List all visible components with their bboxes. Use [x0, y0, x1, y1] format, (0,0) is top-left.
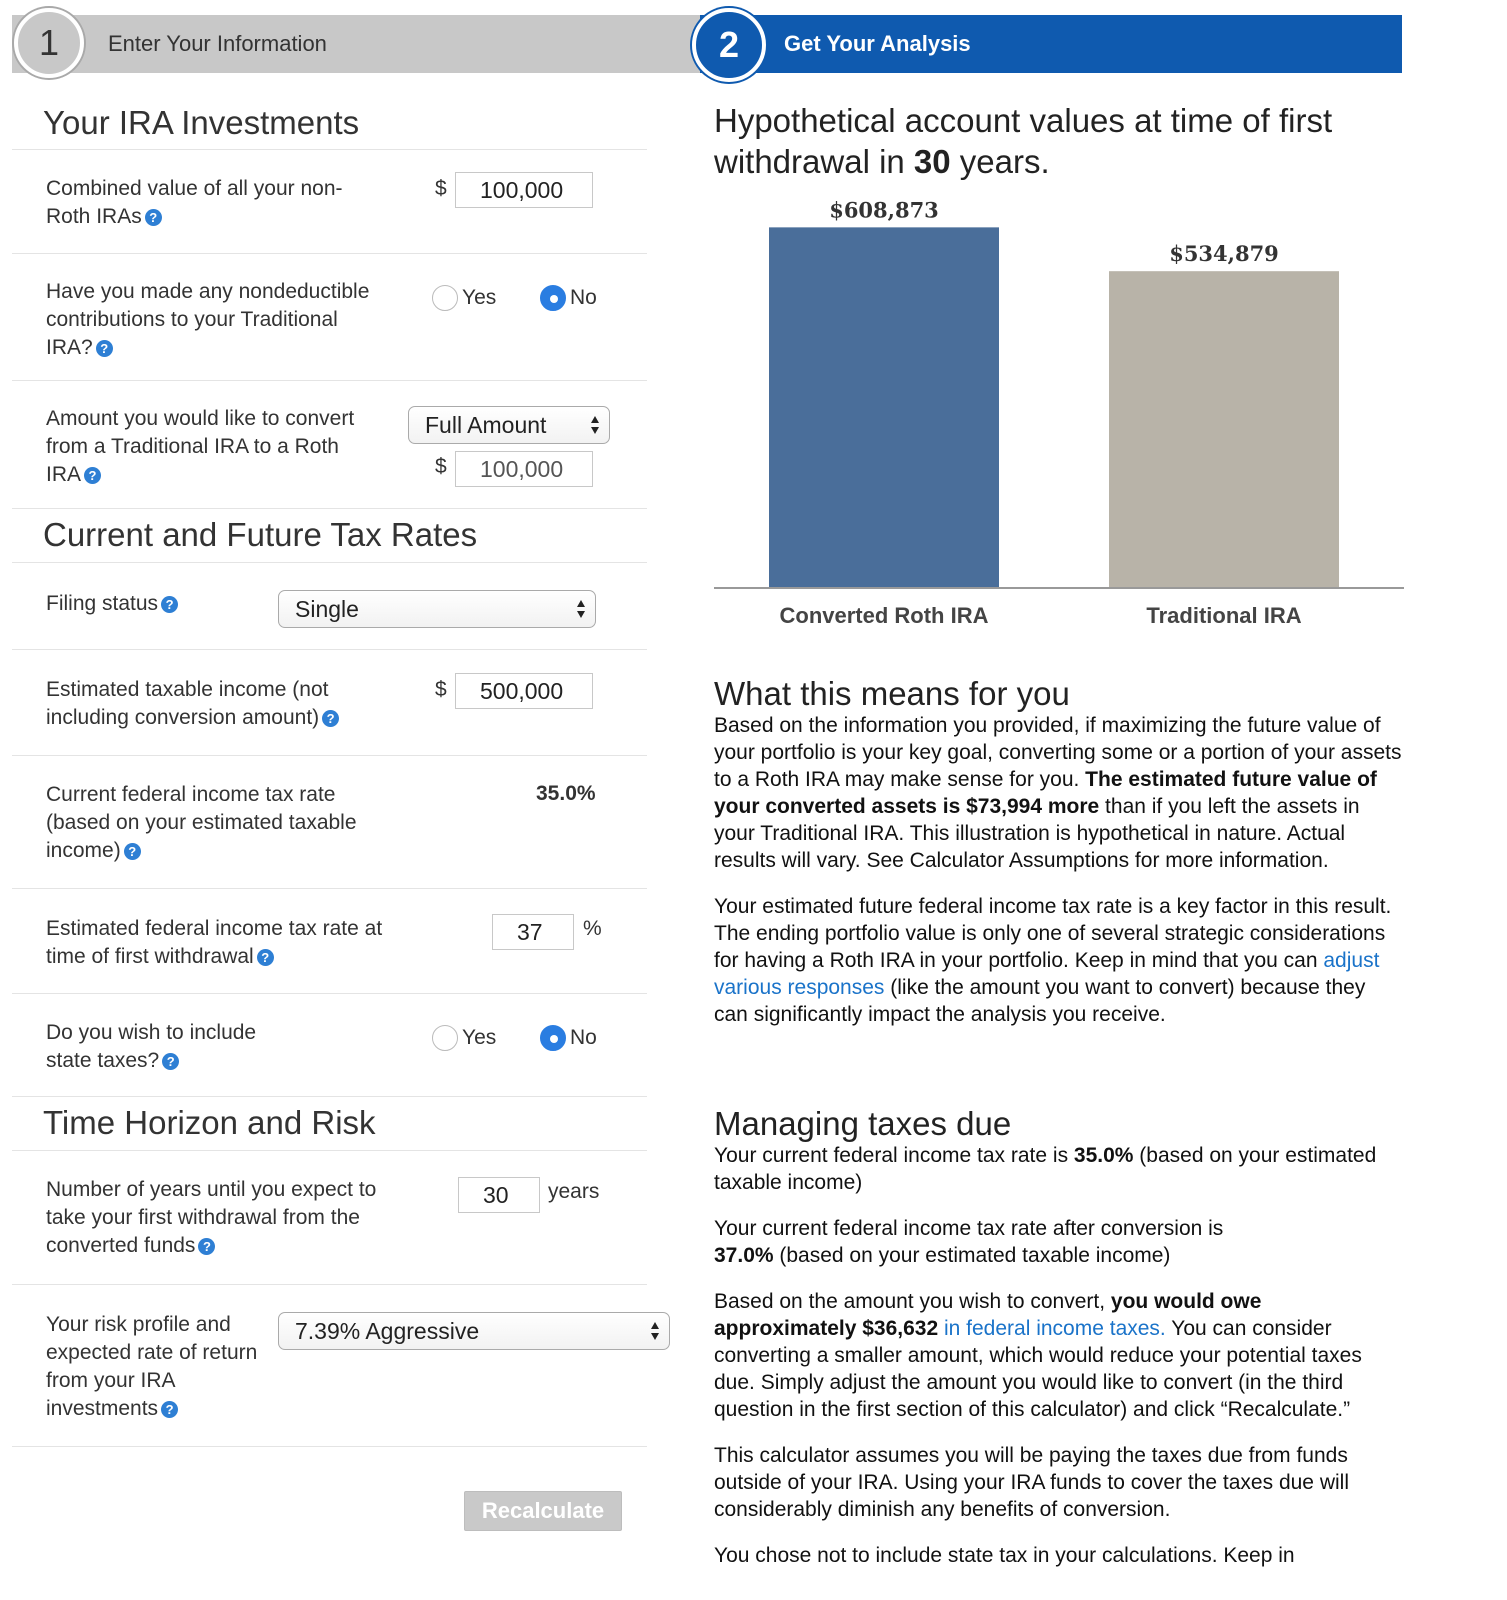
- combined-value-input[interactable]: 100,000: [455, 172, 593, 208]
- help-icon[interactable]: ?: [84, 467, 101, 484]
- combined-value-label: Combined value of all your non-Roth IRAs ?: [46, 177, 343, 228]
- nondeductible-row: [12, 254, 647, 381]
- currency-symbol: $: [435, 678, 447, 701]
- state-taxes-row: [12, 994, 647, 1097]
- section-title-ira: Your IRA Investments: [12, 100, 647, 150]
- radio-on-icon[interactable]: [540, 285, 566, 311]
- means-heading: What this means for you: [714, 675, 1070, 712]
- help-icon[interactable]: ?: [124, 843, 141, 860]
- risk-label: Your risk profile and expected rate of return from your IRA investments ?: [46, 1313, 258, 1420]
- means-paragraph-2: Your estimated future federal income tax rate is a key factor in this result. The ending portfolio value is only one of several strategic considerations for having a Roth IRA in your portfolio. Keep in mind that you can adjust various responses (like the amount you want to convert) because they can significantly impact the analysis you receive.: [714, 895, 1392, 1026]
- convert-amount-input[interactable]: 100,000: [455, 451, 593, 487]
- convert-amount-select[interactable]: Full Amount: [408, 406, 610, 444]
- step2-number: 2: [692, 8, 766, 82]
- future-rate-row: [12, 889, 647, 994]
- combined-value-row: [12, 150, 647, 254]
- radio-off-icon[interactable]: [432, 1025, 458, 1051]
- percent-unit: %: [583, 917, 602, 940]
- means-paragraph-1: Based on the information you provided, if maximizing the future value of your portfolio is your key goal, converting some or a portion of your assets to a Roth IRA may make sense for you. The estimated future value of your converted assets is $73,994 more than if you left the assets in your Traditional IRA. This illustration is hypothetical in nature. Actual results will vary. See Calculator Assumptions for more information.: [714, 714, 1402, 872]
- convert-amount-label: Amount you would like to convert from a Traditional IRA to a Roth IRA ?: [46, 407, 355, 486]
- bar-traditional-ira: [1109, 271, 1339, 588]
- section-title-tax: Current and Future Tax Rates: [12, 509, 647, 563]
- step1-label[interactable]: Enter Your Information: [108, 31, 327, 56]
- years-row: [12, 1151, 647, 1285]
- section-title-time: Time Horizon and Risk: [12, 1097, 647, 1151]
- filing-status-label: Filing status ?: [46, 590, 178, 618]
- taxes-paragraph-5: You chose not to include state tax in your calculations. Keep in: [714, 1544, 1295, 1567]
- convert-amount-row: [12, 381, 647, 509]
- years-unit: years: [548, 1180, 600, 1203]
- radio-on-icon[interactable]: [540, 1025, 566, 1051]
- taxes-paragraph-4: This calculator assumes you will be paying the taxes due from funds outside of your IRA. Using your IRA funds to cover the taxes due will considerably diminish any benefits of conversion.: [714, 1444, 1349, 1521]
- select-arrows-icon: [590, 414, 600, 436]
- bar-value-label: $608,873: [829, 197, 939, 223]
- account-value-chart: [714, 195, 1404, 635]
- filing-status-row: [12, 563, 647, 650]
- currency-symbol: $: [435, 177, 447, 200]
- help-icon[interactable]: ?: [322, 710, 339, 727]
- nondeductible-yes-radio[interactable]: Yes: [432, 285, 496, 311]
- years-label: Number of years until you expect to take your first withdrawal from the converted funds ?: [46, 1178, 377, 1257]
- state-taxes-label: Do you wish to include state taxes? ?: [46, 1021, 257, 1072]
- risk-select[interactable]: 7.39% Aggressive: [278, 1312, 670, 1350]
- taxes-paragraph-3: Based on the amount you wish to convert, you would owe approximately $36,632 in federal income taxes. You can consider converting a smaller amount, which would reduce your potential taxes due. Simply adjust the amount you would like to convert (in the third question in the first section of this calculator) and click “Recalculate.”: [714, 1290, 1362, 1421]
- taxes-heading: Managing taxes due: [714, 1105, 1012, 1142]
- taxes-paragraph-1: Your current federal income tax rate is 35.0% (based on your estimated taxable income): [714, 1144, 1377, 1194]
- help-icon[interactable]: ?: [161, 596, 178, 613]
- step1-number: 1: [14, 8, 84, 78]
- adjust-responses-link[interactable]: adjust various responses: [714, 949, 1380, 999]
- future-rate-input[interactable]: 37: [492, 914, 574, 950]
- state-taxes-yes-radio[interactable]: Yes: [432, 1025, 496, 1051]
- analysis-title: Hypothetical account values at time of first withdrawal in 30 years.: [714, 102, 1333, 180]
- risk-row: [12, 1285, 647, 1447]
- means-section: [714, 676, 1404, 1028]
- currency-symbol: $: [435, 455, 447, 478]
- radio-off-icon[interactable]: [432, 285, 458, 311]
- recalculate-button[interactable]: Recalculate: [464, 1491, 622, 1531]
- taxable-income-input[interactable]: 500,000: [455, 673, 593, 709]
- federal-taxes-link[interactable]: in federal income taxes.: [943, 1317, 1166, 1340]
- select-arrows-icon: [650, 1320, 660, 1342]
- current-rate-row: [12, 756, 647, 889]
- nondeductible-label: Have you made any nondeductible contributions to your Traditional IRA? ?: [46, 280, 370, 359]
- help-icon[interactable]: ?: [162, 1053, 179, 1070]
- state-taxes-no-radio[interactable]: No: [540, 1025, 597, 1051]
- calculator-form: [12, 100, 647, 1447]
- current-rate-value: 35.0%: [536, 782, 596, 805]
- bar-converted-roth-ira: [769, 227, 999, 588]
- nondeductible-no-radio[interactable]: No: [540, 285, 597, 311]
- current-rate-label: Current federal income tax rate (based on your estimated taxable income) ?: [46, 783, 357, 862]
- step2-label[interactable]: Get Your Analysis: [784, 31, 971, 56]
- select-arrows-icon: [576, 598, 586, 620]
- category-label: Traditional IRA: [1146, 603, 1302, 628]
- help-icon[interactable]: ?: [145, 209, 162, 226]
- bar-value-label: $534,879: [1169, 241, 1279, 267]
- help-icon[interactable]: ?: [257, 949, 274, 966]
- help-icon[interactable]: ?: [161, 1401, 178, 1418]
- years-input[interactable]: 30: [458, 1177, 540, 1213]
- help-icon[interactable]: ?: [96, 340, 113, 357]
- taxable-income-label: Estimated taxable income (not including conversion amount) ?: [46, 676, 386, 732]
- taxes-paragraph-2: Your current federal income tax rate after conversion is 37.0% (based on your estimated taxable income): [714, 1217, 1224, 1267]
- category-label: Converted Roth IRA: [779, 603, 989, 628]
- taxable-income-row: [12, 650, 647, 756]
- future-rate-label: Estimated federal income tax rate at time of first withdrawal ?: [46, 917, 383, 968]
- filing-status-select[interactable]: Single: [278, 590, 596, 628]
- taxes-section: [714, 1106, 1404, 1569]
- help-icon[interactable]: ?: [198, 1238, 215, 1255]
